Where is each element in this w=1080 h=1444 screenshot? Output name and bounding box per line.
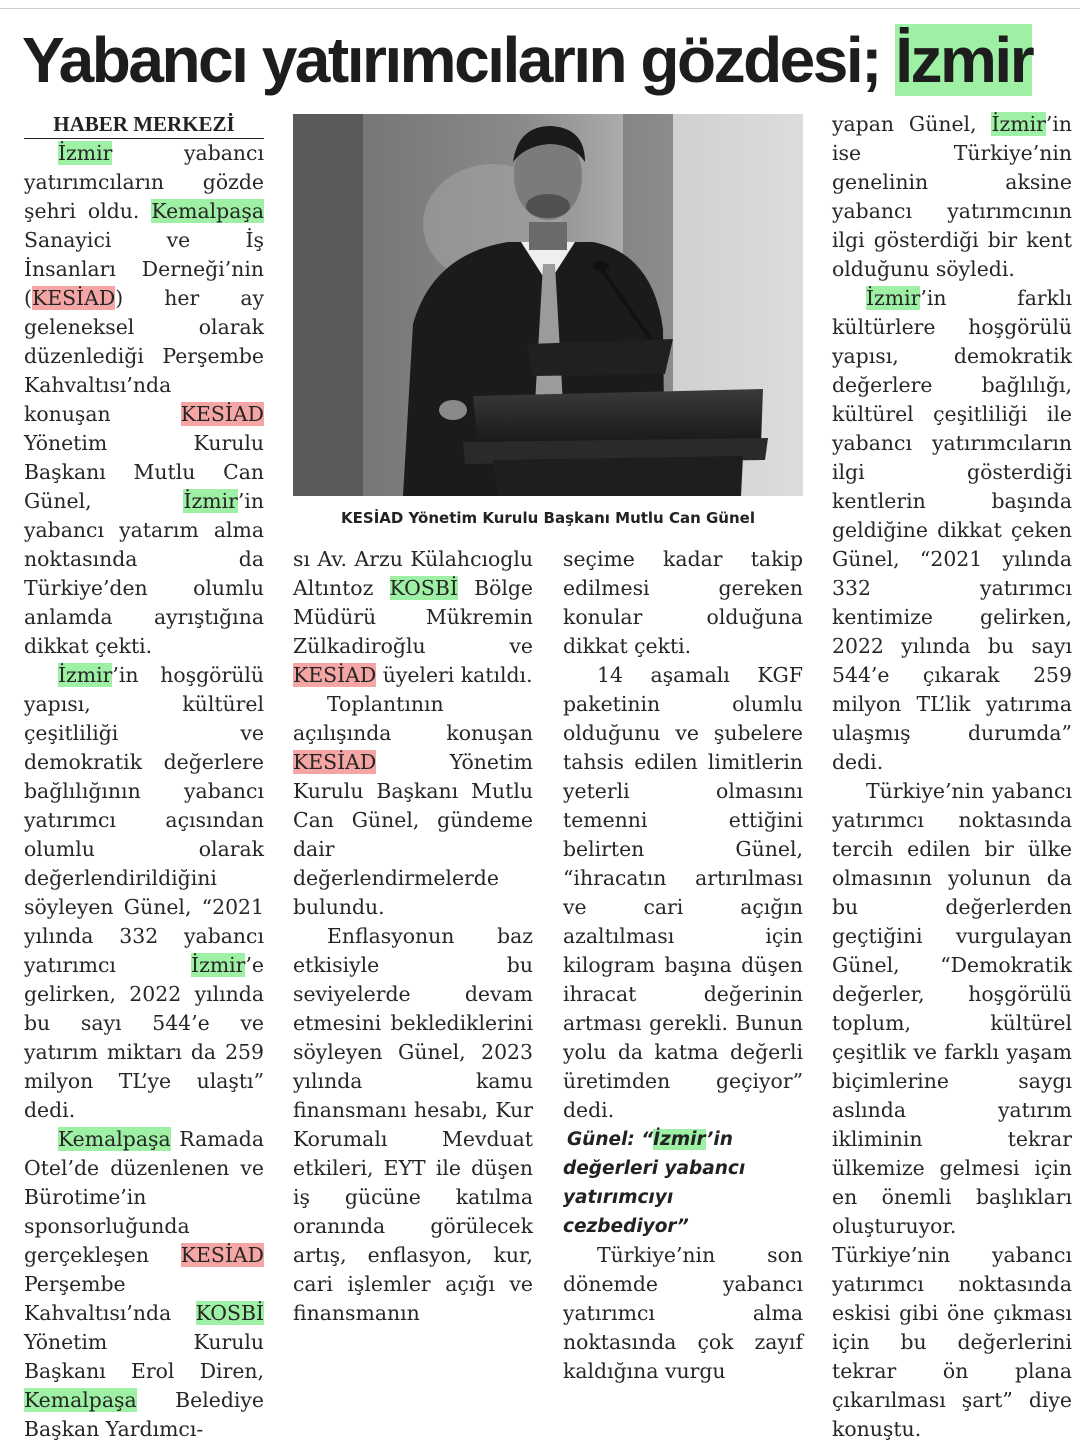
article-column-1 [24,139,264,1444]
text-run: yapan Günel, [832,112,992,136]
paragraph [24,1125,264,1444]
paragraph [832,777,1072,1444]
subheading [563,1125,803,1241]
byline: HABER MERKEZİ [24,110,264,139]
text-run: Belediye Başkan Yardımcı- [24,1388,264,1441]
highlighted-term: İzmir [866,286,921,310]
text-run: Bölge Müdürü Mükremin Zülkadiroğlu ve [293,576,534,658]
highlighted-term: Kemalpaşa [24,1388,137,1412]
highlighted-term: KESİAD [293,663,377,687]
text-run: ’in farklı kültürlere hoşgörülü yapısı, demokratik değerlere bağlılığı, kültürel çeşitliliği ile yabancı yatırımcıların ilgi gösterdiği kentlerin başında geldiğine dikkat çeken Günel, “2021 yılında 332 yatırımcı kentimize gelirken, 2022 yılında bu sayı 544’e çıkarak 259 milyon TL’lik yatırıma ulaşmış durumda” dedi. [832,286,1072,774]
speaker-at-podium-image [293,114,803,496]
highlighted-term: KESİAD [293,750,377,774]
headline-highlight: İzmir [895,24,1033,96]
highlighted-term: KESİAD [31,286,116,310]
highlighted-term: İzmir [653,1129,707,1150]
highlighted-term: İzmir [191,953,246,977]
text-run: ’in hoşgörülü yapısı, kültürel çeşitliliği ve demokratik değerlere bağlılığının yabancı yatırımcı açısından olumlu olarak değerlendirildiğini söyleyen Günel, “2021 yılında 332 yabancı yatırımcı [24,663,264,977]
highlighted-term: KESİAD [180,402,264,426]
text-run: 14 aşamalı KGF paketinin olumlu olduğunu ve şubelere tahsis edilen limitlerin yeterli olmasını temenni ettiğini belirten Günel, “ihracatın artırılması ve cari açığın azaltılması için kilogram başına düşen ihracat değerinin artması gerekli. Bunun yolu da katma değerli üretimden geçiyor” dedi. [563,663,803,1122]
highlighted-term: Kemalpaşa [151,199,264,223]
headline [22,16,1072,104]
highlighted-term: İzmir [183,489,238,513]
paragraph [563,661,803,1125]
text-run: Türkiye’nin son dönemde yabancı yatırımcı alma noktasında çok zayıf kaldığına vurgu [563,1243,803,1383]
text-run: üyeleri katıldı. [376,663,533,687]
text-run: ) her ay geleneksel olarak düzenlediği Perşembe Kahvaltısı’nda konuşan [24,286,264,426]
text-run: ’e gelirken, 2022 yılında bu sayı 544’e ve yatırım miktarı da 259 milyon TL’ye ulaştı” dedi. [24,953,264,1122]
paragraph [832,110,1072,284]
highlighted-term: KESİAD [180,1243,264,1267]
article-column-2 [293,545,533,1328]
text-run: Enflasyonun baz etkisiyle bu seviyelerde devam etmesini beklediklerini söyleyen Günel, 2023 yılında kamu finansmanı hesabı, Kur Korumalı Mevduat etkileri, EYT ile düşen iş gücüne katılma oranında görülecek artış, enflasyon, kur, cari işlemler açığı ve finansmanın [293,924,533,1325]
paragraph [832,284,1072,777]
text-run: ’in değerleri yabancı yatırımcıyı cezbediyor” [563,1129,746,1237]
text-run: yabancı yatırımcıların gözde şehri oldu. [24,141,264,223]
text-run: Türkiye’nin yabancı yatırımcı noktasında tercih edilen bir ülke olmasının yolunun da bu değerlerden geçtiğini vurgulayan Günel, “Demokratik değerler, hoşgörülü toplum, kültürel çeşitlik ve farklı yaşam biçimlerine saygı aslında yatırım ikliminin tekrar ülkemize gelmesi için en önemli başlıkları oluşturuyor. Türkiye’nin yabancı yatırımcı noktasında eskisi gibi öne çıkması için bu değerlerini tekrar ön plana çıkarılması şart” diye konuştu. [832,779,1072,1441]
paragraph [24,661,264,1125]
news-photo [293,114,803,496]
paragraph [24,139,264,661]
text-run: Günel: “ [567,1129,654,1150]
text-run: Yönetim Kurulu Başkanı Erol Diren, [24,1330,264,1383]
paragraph [563,1241,803,1386]
article-column-3 [563,545,803,1386]
paragraph [293,545,533,690]
highlighted-term: İzmir [991,112,1046,136]
headline-text: Yabancı yatırımcıların gözdesi; [22,24,896,96]
highlighted-term: Kemalpaşa [58,1127,171,1151]
paragraph [563,545,803,661]
text-run: Yönetim Kurulu Başkanı Mutlu Can Günel, gündeme dair değerlendirmelerde bulundu. [293,750,533,919]
text-run: Yönetim Kurulu Başkanı Mutlu Can Günel, [24,431,264,513]
highlighted-term: İzmir [58,141,113,165]
highlighted-term: KOSBİ [195,1301,264,1325]
paragraph [293,922,533,1328]
text-run: seçime kadar takip edilmesi gereken konular olduğuna dikkat çekti. [563,547,803,658]
text-run: Sanayici ve İş İnsanları Derneği’nin ( [24,228,264,310]
photo-caption: KESİAD Yönetim Kurulu Başkanı Mutlu Can Günel [341,509,755,527]
text-run: Perşembe Kahvaltısı’nda [24,1272,196,1325]
highlighted-term: KOSBİ [389,576,458,600]
article-column-4 [832,110,1072,1444]
text-run: Ramada Otel’de düzenlenen ve Bürotime’in sponsorluğunda gerçekleşen [24,1127,264,1267]
top-border [0,8,1080,9]
text-run: Toplantının açılışında konuşan [293,692,533,745]
text-run: ’in ise Türkiye’nin genelinin aksine yabancı yatırımcının ilgi gösterdiği bir kent olduğunu söyledi. [832,112,1072,281]
text-run: ’in yabancı yatarım alma noktasında da Türkiye’den olumlu anlamda ayrıştığına dikkat çekti. [24,489,264,658]
paragraph [293,690,533,922]
text-run: sı Av. Arzu Külahcıoglu Altıntoz [293,547,533,600]
highlighted-term: İzmir [58,663,113,687]
